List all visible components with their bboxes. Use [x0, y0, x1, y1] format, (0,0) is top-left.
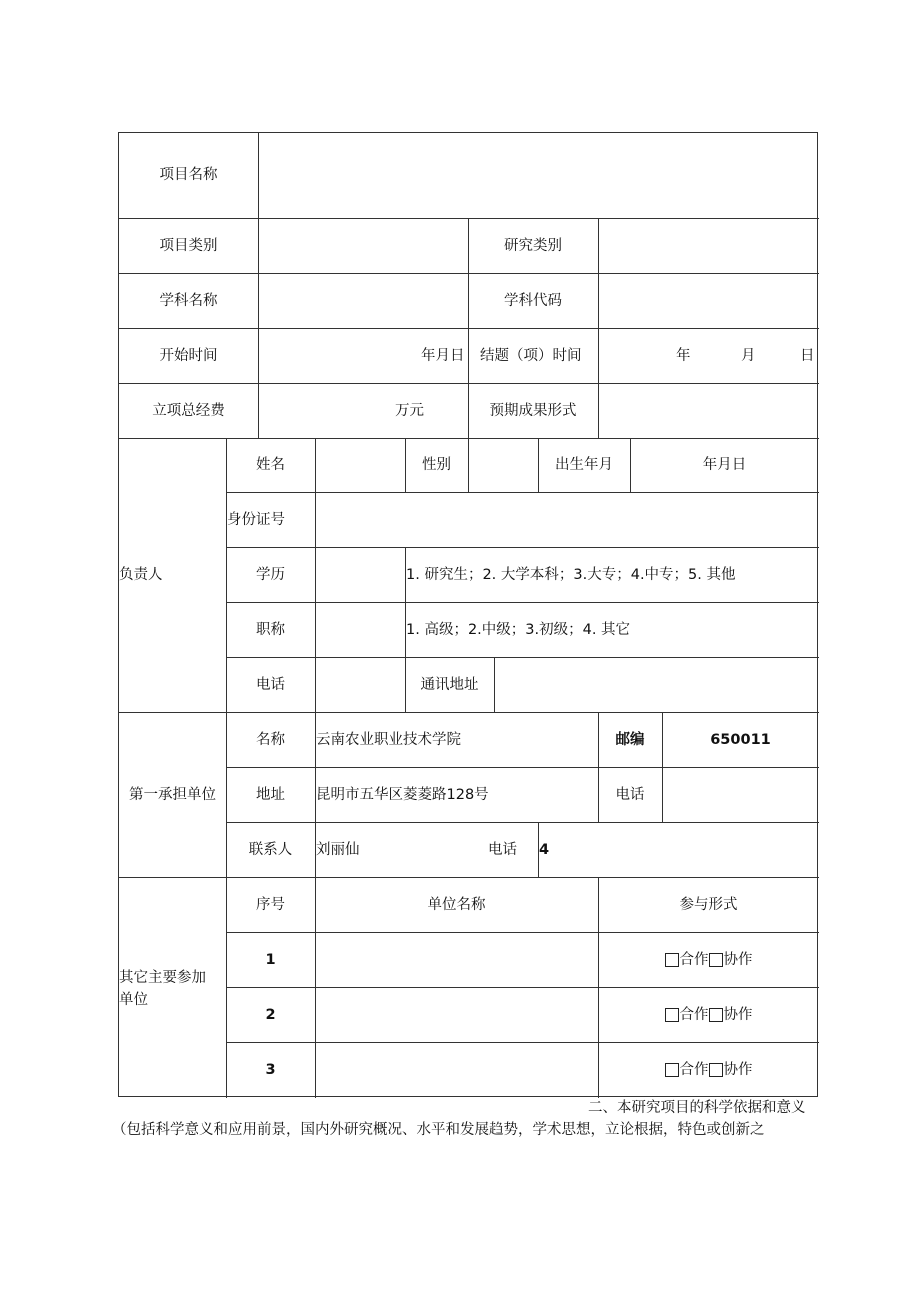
leader-address-label: 通讯地址 — [420, 677, 479, 693]
section-heading: 二、本研究项目的科学依据和意义 — [588, 1100, 806, 1116]
other-units-participation-header: 参与形式 — [679, 897, 738, 913]
first-unit-phone-field[interactable] — [663, 768, 818, 822]
application-form-table — [118, 132, 818, 1097]
leader-id-label: 身份证号 — [227, 512, 285, 528]
start-date-suffix[interactable]: 年月日 — [421, 348, 465, 364]
leader-gender-field[interactable] — [469, 439, 538, 492]
first-unit-contact-value[interactable]: 刘丽仙 — [316, 842, 360, 858]
table-row-seq: 3 — [265, 1062, 276, 1078]
first-unit-contact-phone-value[interactable]: 4 — [539, 842, 550, 858]
other-units-seq-header: 序号 — [256, 897, 285, 913]
first-unit-name-value[interactable]: 云南农业职业技术学院 — [316, 732, 461, 748]
leader-name-field[interactable] — [316, 439, 405, 492]
end-day[interactable]: 日 — [800, 348, 815, 364]
leader-title-label: 职称 — [256, 622, 285, 638]
expected-result-label: 预期成果形式 — [489, 403, 577, 419]
leader-phone-field[interactable] — [316, 658, 405, 712]
first-unit-phone-label: 电话 — [615, 787, 645, 803]
leader-birth-label: 出生年月 — [555, 457, 613, 473]
cooperation-checkbox[interactable] — [665, 1008, 679, 1022]
project-type-label: 项目类别 — [159, 238, 218, 254]
first-unit-postcode-label: 邮编 — [615, 732, 645, 748]
research-type-field[interactable] — [599, 219, 818, 273]
participation-options: 合作 协作 — [598, 1061, 819, 1082]
first-unit-address-value[interactable]: 昆明市五华区菱菱路128号 — [316, 787, 489, 803]
leader-title-options: 1. 高级；2.中级；3.初级；4. 其它 — [406, 622, 631, 638]
participation-options: 合作 协作 — [598, 951, 819, 972]
leader-education-label: 学历 — [256, 567, 285, 583]
first-unit-address-label: 地址 — [256, 787, 285, 803]
end-month[interactable]: 月 — [741, 348, 756, 364]
start-time-label: 开始时间 — [159, 348, 218, 364]
section-note: （包括科学意义和应用前景，国内外研究概况、水平和发展趋势，学术思想，立论根据，特色或创新之 — [112, 1122, 765, 1138]
leader-section-label: 负责人 — [119, 567, 163, 583]
participation-options: 合作 协作 — [598, 1006, 819, 1027]
leader-education-field[interactable] — [316, 548, 405, 602]
leader-name-label: 姓名 — [256, 457, 285, 473]
table-row-unit-name-field[interactable] — [316, 933, 598, 987]
subject-code-field[interactable] — [599, 274, 818, 328]
first-unit-name-label: 名称 — [256, 732, 285, 748]
subject-name-label: 学科名称 — [159, 293, 218, 309]
collaboration-checkbox[interactable] — [709, 1063, 723, 1077]
expected-result-field[interactable] — [599, 384, 818, 438]
cooperation-checkbox[interactable] — [665, 953, 679, 967]
cooperation-checkbox[interactable] — [665, 1063, 679, 1077]
first-unit-section-label: 第一承担单位 — [129, 787, 216, 803]
project-type-field[interactable] — [259, 219, 468, 273]
collaboration-checkbox[interactable] — [709, 1008, 723, 1022]
project-name-label: 项目名称 — [159, 167, 218, 183]
table-row-seq: 2 — [265, 1007, 276, 1023]
research-type-label: 研究类别 — [504, 238, 562, 254]
first-unit-postcode-value[interactable]: 650011 — [710, 732, 771, 748]
collaboration-checkbox[interactable] — [709, 953, 723, 967]
table-row-unit-name-field[interactable] — [316, 1043, 598, 1097]
table-row-unit-name-field[interactable] — [316, 988, 598, 1042]
budget-unit[interactable]: 万元 — [395, 403, 424, 419]
subject-code-label: 学科代码 — [504, 293, 562, 309]
leader-birth-suffix[interactable]: 年月日 — [702, 457, 747, 473]
other-units-section-label-2: 单位 — [119, 992, 148, 1008]
leader-id-field[interactable] — [316, 493, 818, 547]
end-time-label: 结题（项）时间 — [480, 348, 582, 364]
leader-education-options: 1. 研究生；2. 大学本科；3.大专；4.中专；5. 其他 — [406, 567, 736, 583]
leader-gender-label: 性别 — [422, 457, 451, 473]
total-budget-label: 立项总经费 — [152, 403, 225, 419]
subject-name-field[interactable] — [259, 274, 468, 328]
first-unit-contact-phone-label: 电话 — [488, 842, 517, 858]
first-unit-contact-label: 联系人 — [248, 842, 293, 858]
project-name-field[interactable] — [259, 133, 818, 218]
table-row-seq: 1 — [265, 952, 276, 968]
leader-title-field[interactable] — [316, 603, 405, 657]
leader-phone-label: 电话 — [256, 677, 285, 693]
other-units-section-label: 其它主要参加 — [119, 970, 206, 986]
other-units-name-header: 单位名称 — [427, 897, 486, 913]
end-year[interactable]: 年 — [676, 348, 691, 364]
leader-address-field[interactable] — [495, 658, 818, 712]
